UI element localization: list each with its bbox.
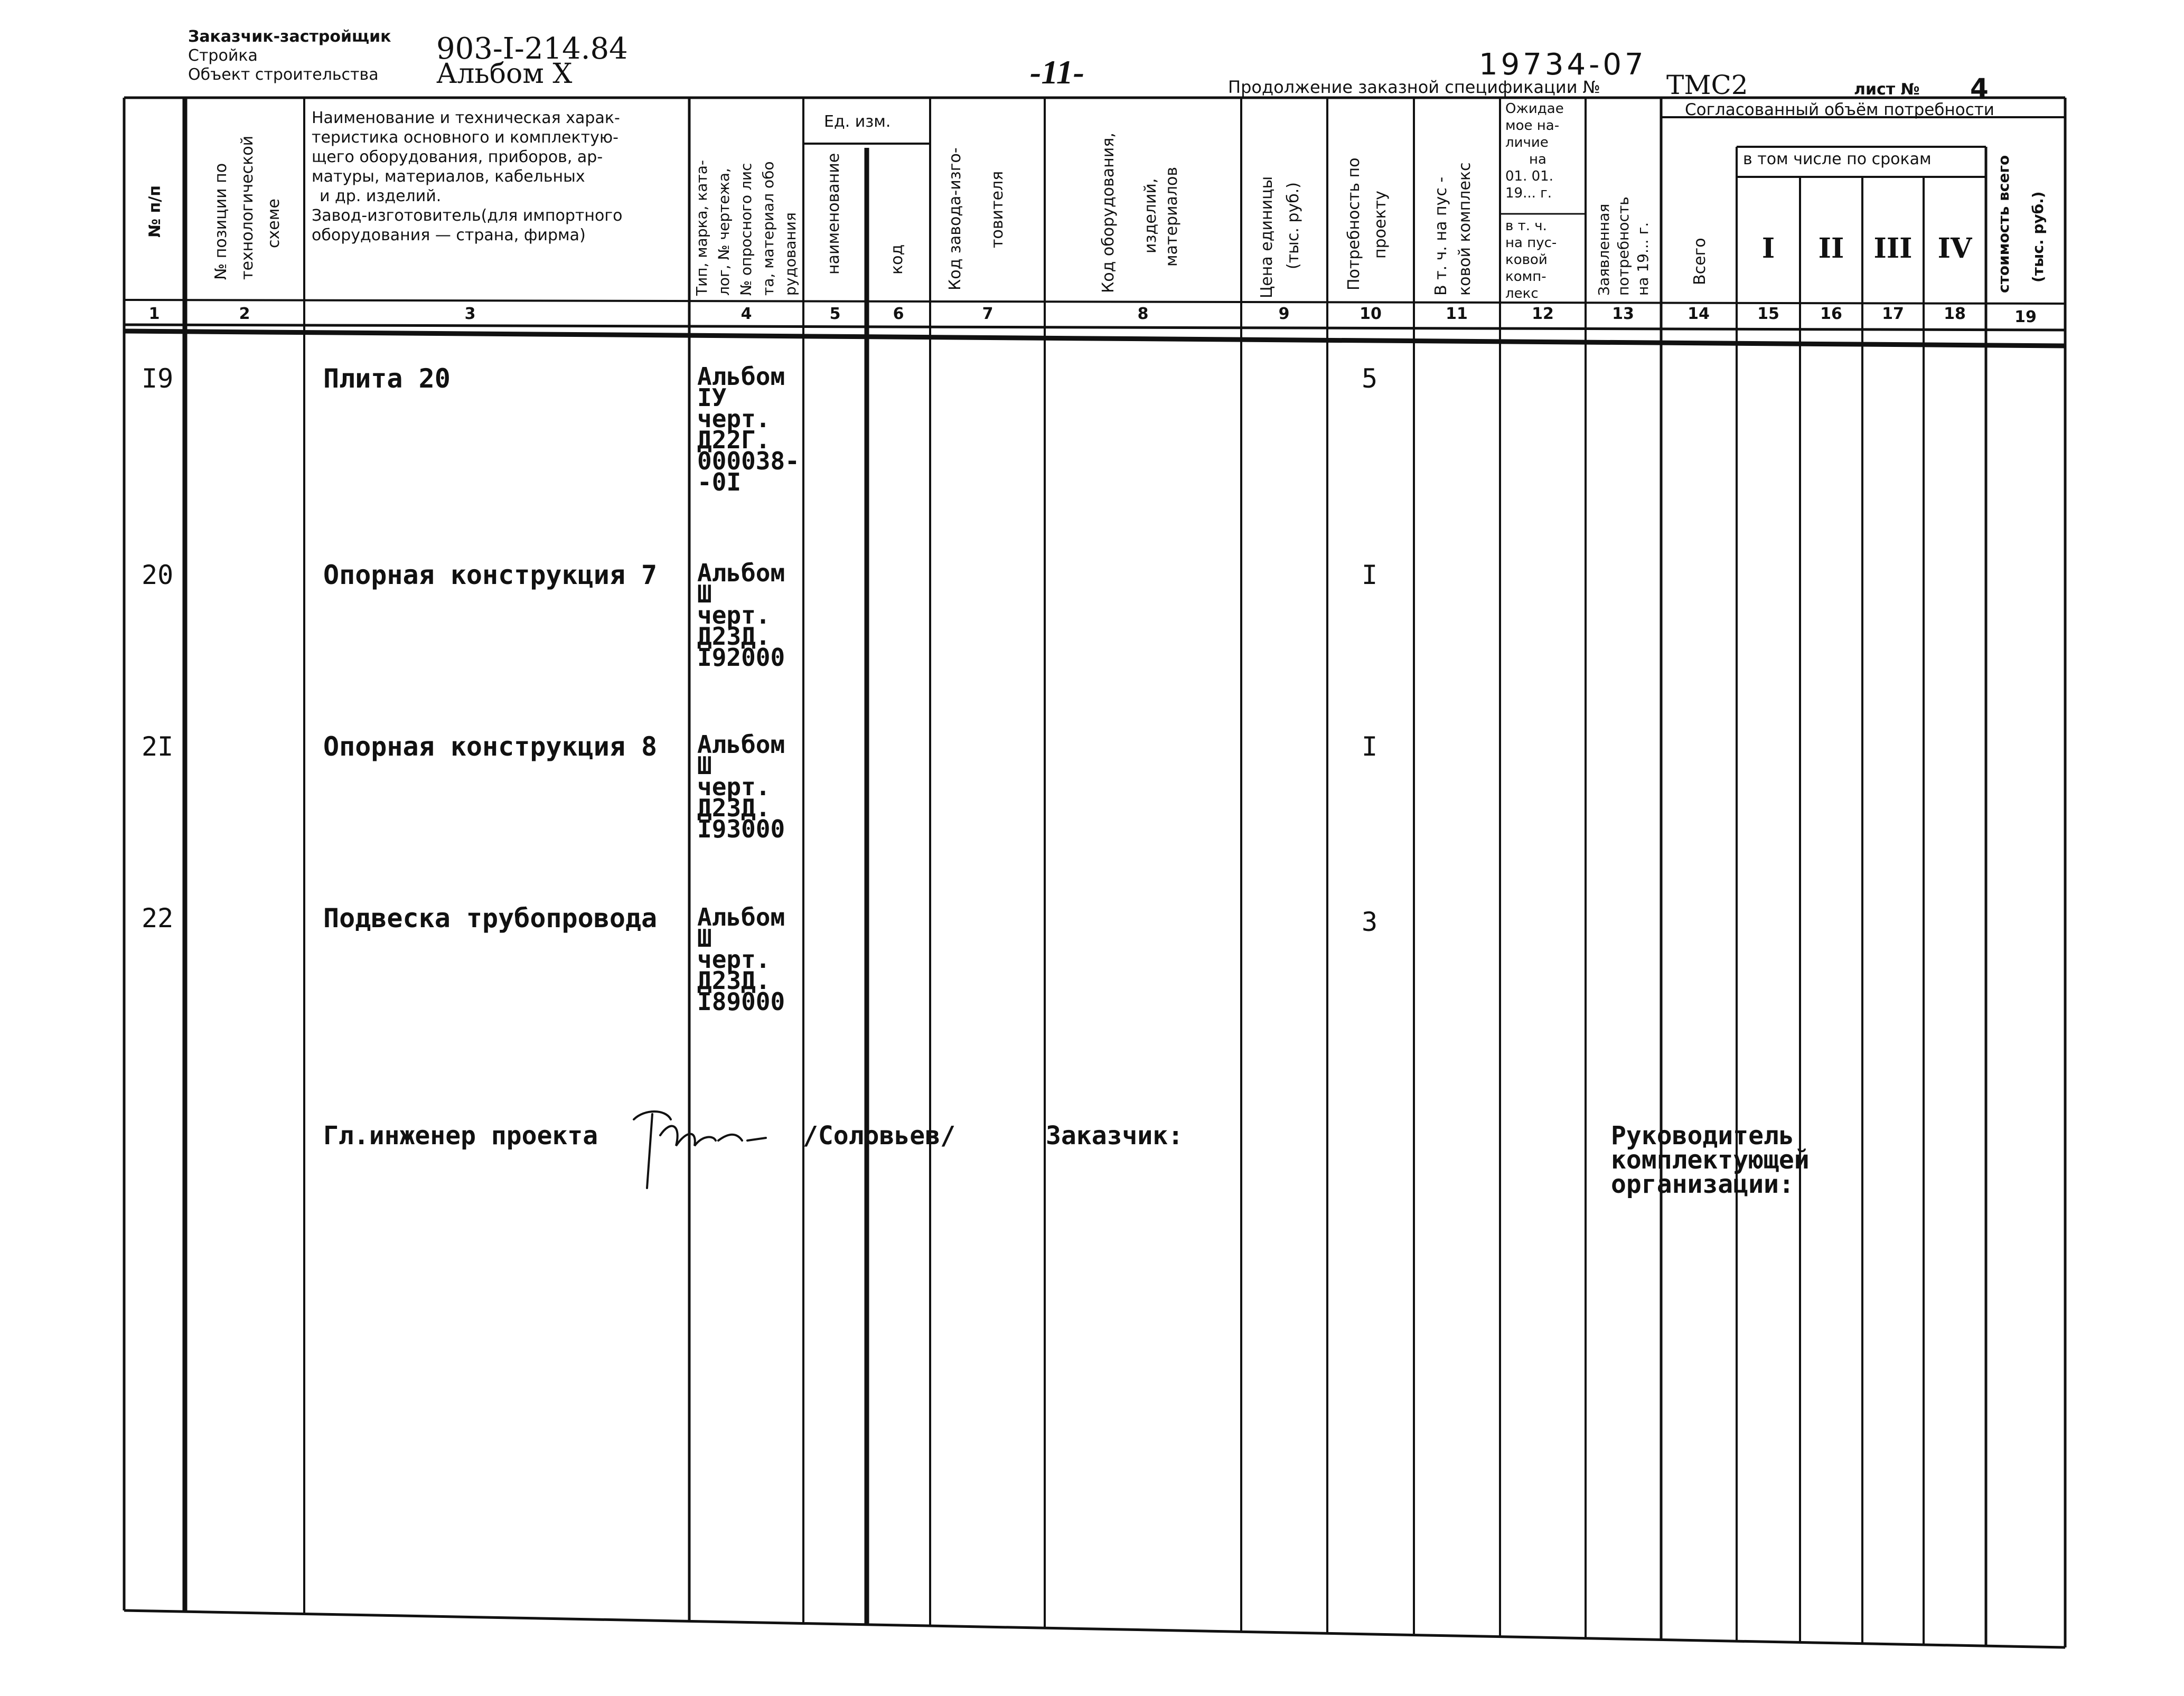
col-expected-header-line: 19... г. (1505, 185, 1552, 201)
item-reference-line: Ш (697, 751, 712, 780)
customer-label: Заказчик-застройщик (188, 27, 391, 46)
col-name-header (312, 108, 623, 245)
col-type-header-line5: рудования (782, 212, 799, 296)
col-expected-header (1505, 100, 1564, 202)
col-term-1-header: I (1761, 232, 1775, 265)
col-number: 2 (239, 305, 250, 323)
item-reference-line: черт. (697, 772, 771, 801)
col-name-header-line: теристика основного и комплектую- (312, 128, 618, 147)
col-number: 15 (1757, 305, 1779, 323)
item-reference-line: IУ (697, 383, 727, 412)
row-number: 20 (142, 560, 174, 590)
col-term-4-header: IV (1937, 232, 1972, 265)
col-number: 11 (1446, 305, 1468, 323)
supplier-head-label (1611, 1121, 1810, 1199)
item-name: Подвеска трубопровода (323, 903, 658, 934)
col-number: 16 (1820, 305, 1842, 323)
item-name: Плита 20 (323, 363, 451, 394)
col-declared-header-line1: Заявленная (1595, 203, 1613, 296)
row-number: 2I (142, 731, 174, 762)
col-expected-launch-header-line: комп- (1505, 269, 1546, 285)
col-number: 4 (741, 305, 752, 323)
chief-engineer-name: /Соловьев/ (803, 1121, 955, 1151)
item-reference-line: -0I (697, 468, 742, 496)
col-launch-header-line2: ковой комплекс (1456, 162, 1474, 296)
col-price-header-line2: (тыс. руб.) (1284, 182, 1302, 269)
project-code: 903-I-214.84 (436, 32, 628, 66)
item-reference (697, 362, 800, 496)
continuation-label: Продолжение заказной спецификации № (1228, 77, 1600, 97)
item-reference-line: 000038- (697, 447, 800, 475)
col-name-header-line: Завод-изготовитель(для импортного (312, 206, 623, 225)
col-name-header-line: оборудования — страна, фирма) (312, 226, 586, 244)
item-quantity: I (1362, 560, 1378, 590)
chief-engineer-label: Гл.инженер проекта (323, 1121, 598, 1151)
item-reference-line: черт. (697, 601, 771, 629)
col-maker-code-header-line1: Код завода-изго- (946, 147, 964, 290)
col-agreed-group-header: Согласованный объём потребности (1685, 100, 1994, 119)
handwritten-signature (623, 1088, 792, 1193)
col-term-2-header: II (1818, 232, 1844, 265)
col-expected-header-line: 01. 01. (1505, 168, 1553, 184)
col-unit-group-header: Ед. изм. (824, 112, 891, 131)
col-number: 5 (829, 305, 841, 323)
item-reference-line: Альбом (697, 730, 785, 759)
supplier-head-label-line: комплектующей (1611, 1145, 1810, 1175)
row-number: 22 (142, 903, 174, 934)
col-equip-code-header-line1: Код оборудования, (1099, 133, 1118, 293)
item-reference (697, 559, 785, 672)
item-reference-line: Д22Г. (697, 426, 771, 454)
item-reference-line: I92000 (697, 643, 785, 672)
item-quantity: 5 (1362, 363, 1378, 394)
col-expected-header-line: личие (1505, 135, 1549, 150)
col-term-3-header: III (1873, 232, 1913, 265)
site-label: Стройка (188, 46, 258, 65)
col-number: 8 (1137, 305, 1149, 323)
col-type-header-line4: та, материал обо (760, 161, 777, 296)
col-number: 13 (1612, 305, 1634, 323)
col-expected-launch-header (1505, 218, 1557, 302)
col-number: 10 (1360, 305, 1382, 323)
col-row-number-header: № п/п (146, 185, 164, 238)
col-number: 17 (1882, 305, 1904, 323)
item-name: Опорная конструкция 8 (323, 731, 658, 762)
col-expected-launch-header-line: на пус- (1505, 235, 1557, 251)
item-reference-line: Ш (697, 924, 712, 953)
sheet-number: 4 (1970, 73, 1989, 103)
col-expected-launch-header-line: лекс (1505, 286, 1539, 301)
customer-signature-label: Заказчик: (1046, 1121, 1184, 1151)
item-reference-line: черт. (697, 945, 771, 974)
item-quantity: I (1362, 731, 1378, 762)
col-terms-group-header: в том числе по срокам (1743, 150, 1932, 168)
col-total-header: Всего (1691, 238, 1709, 285)
col-number: 3 (464, 305, 476, 323)
col-maker-code-header-line2: товителя (988, 171, 1007, 248)
col-declared-header-line2: потребность (1615, 196, 1632, 296)
object-label: Объект строительства (188, 65, 379, 84)
col-cost-header-line2: (тыс. руб.) (2029, 191, 2047, 282)
item-reference-line: Ш (697, 580, 712, 608)
col-launch-header-line1: В т. ч. на пус - (1432, 176, 1450, 296)
col-need-header-line1: Потребность по (1345, 157, 1363, 290)
col-number: 12 (1532, 305, 1554, 323)
doc-number: 19734-07 (1479, 48, 1647, 82)
item-reference-line: черт. (697, 404, 771, 433)
col-name-header-line: матуры, материалов, кабельных (312, 167, 585, 186)
col-unit-name-header: наименование (824, 153, 843, 275)
item-reference-line: Д23Д. (697, 622, 771, 651)
item-reference-line: Альбом (697, 362, 785, 391)
col-number: 1 (148, 305, 160, 323)
col-expected-header-line: Ожидае (1505, 101, 1564, 117)
item-reference-line: Д23Д. (697, 794, 771, 822)
item-name: Опорная конструкция 7 (323, 560, 658, 590)
sheet-label: лист № (1854, 80, 1920, 99)
col-cost-header-line1: стоимость всего (1995, 155, 2012, 293)
col-number: 6 (893, 305, 904, 323)
col-expected-launch-header-line: в т. ч. (1505, 218, 1547, 234)
col-name-header-line: Наименование и техническая харак- (312, 109, 620, 127)
col-number: 19 (2014, 308, 2037, 326)
page-mark: -11- (1030, 53, 1085, 91)
col-type-header-line2: лог, № чертежа, (715, 168, 733, 296)
col-equip-code-header-line3: материалов (1163, 166, 1181, 267)
col-price-header-line1: Цена единицы (1258, 176, 1276, 298)
col-equip-code-header-line2: изделий, (1141, 178, 1160, 253)
col-type-header-line1: Тип, марка, ката- (693, 160, 710, 296)
col-unit-code-header: код (888, 244, 906, 275)
item-reference-line: I93000 (697, 815, 785, 843)
col-number: 7 (982, 305, 993, 323)
col-position-header-line1: № позиции по (212, 163, 230, 280)
col-position-header-line2: технологической (238, 135, 257, 280)
col-position-header-line3: схеме (265, 199, 283, 248)
album-title: Альбом X (436, 58, 573, 90)
item-reference (697, 730, 785, 843)
item-quantity: 3 (1362, 907, 1378, 937)
col-need-header-line2: проекту (1371, 191, 1390, 259)
col-number: 9 (1278, 305, 1290, 323)
col-name-header-line: щего оборудования, приборов, ар- (312, 148, 603, 166)
spec-number: ТМС2 (1666, 70, 1748, 100)
col-number: 18 (1944, 305, 1966, 323)
col-declared-header-line3: на 19... г. (1634, 222, 1652, 296)
item-reference-line: I89000 (697, 987, 785, 1016)
col-expected-launch-header-line: ковой (1505, 252, 1548, 268)
col-number: 14 (1688, 305, 1710, 323)
item-reference-line: Альбом (697, 559, 785, 587)
row-number: I9 (142, 363, 174, 394)
item-reference-line: Д23Д. (697, 966, 771, 995)
col-expected-header-line: мое на- (1505, 118, 1560, 134)
supplier-head-label-line: Руководитель (1611, 1121, 1794, 1151)
item-reference-line: Альбом (697, 903, 785, 931)
col-expected-header-line: на (1529, 152, 1546, 167)
item-reference (697, 903, 785, 1016)
supplier-head-label-line: организации: (1611, 1170, 1794, 1199)
col-name-header-line: и др. изделий. (320, 187, 442, 205)
col-type-header-line3: № опросного лис (737, 163, 755, 296)
